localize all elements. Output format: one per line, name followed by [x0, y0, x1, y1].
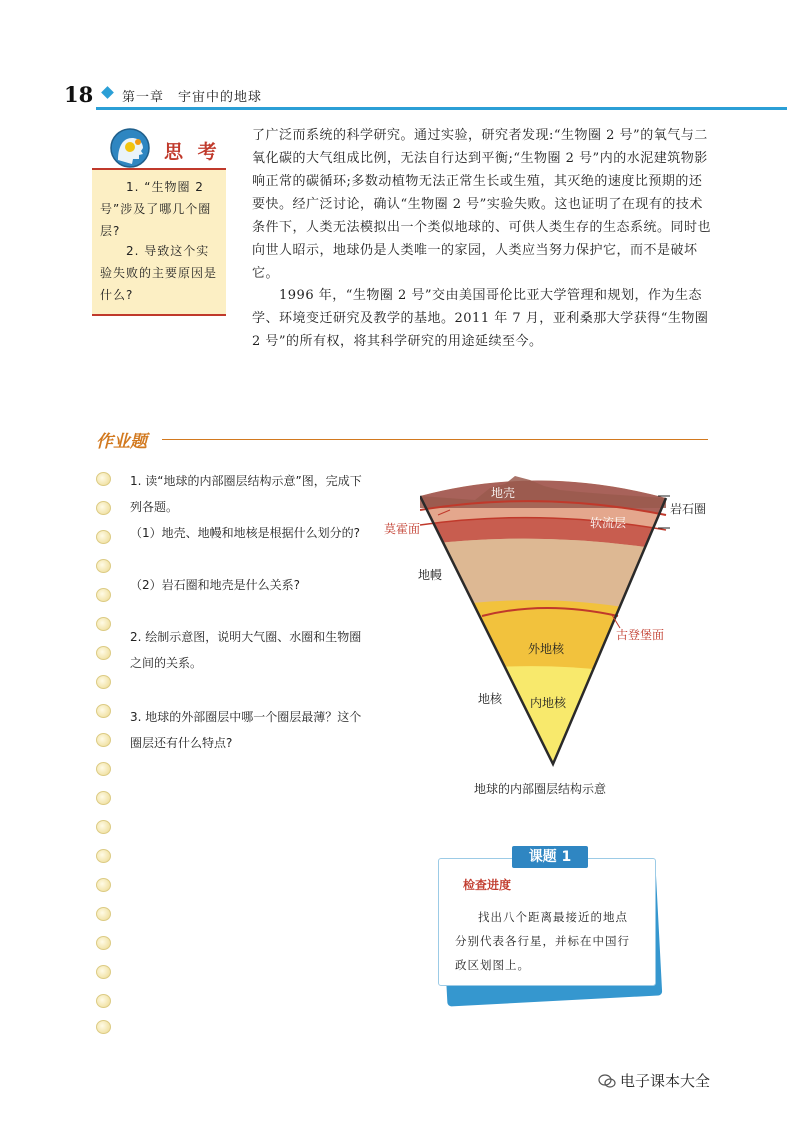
watermark-text: 电子课本大全 [620, 1072, 711, 1090]
bullet-dot [96, 936, 111, 950]
think-question-2: 2. 导致这个实验失败的主要原因是什么? [100, 244, 218, 302]
homework-q1a: （1）地壳、地幔和地核是根据什么划分的? [130, 526, 361, 540]
bullet-dot [96, 791, 111, 805]
think-title: 思 考 [164, 141, 221, 163]
bullet-dot [96, 588, 111, 602]
article-paragraph-1: 了广泛而系统的科学研究。通过实验，研究者发现:“生物圈 2 号”的氧气与二氧化碳的大气组成比例，无法自行达到平衡;“生物圈 2 号”内的水泥建筑物影响正常的碳循环;多数动植物无法正常生长或生殖，其灭绝的速度比预期的还要快。经广泛讨论，确认“生物圈 2 号”实验失败。这也证明了在现有的技术条件下，人类无法模拟出一个类似地球的、可供人类生存的生态系统。同时也向世人昭示，地球仍是人类唯一的家园，人类应当努力保护它，而不是破坏它。 [252, 128, 712, 281]
label-moho: 莫霍面 [384, 522, 421, 536]
bullet-dot [96, 617, 111, 631]
homework-q1b: （2）岩石圈和地壳是什么关系? [130, 578, 301, 592]
bullet-dot [96, 733, 111, 747]
bullet-dot [96, 907, 111, 921]
chapter-title: 第一章 宇宙中的地球 [122, 90, 263, 105]
bullet-dot [96, 965, 111, 979]
homework-rule [162, 439, 708, 440]
homework-q2: 2. 绘制示意图，说明大气圈、水圈和生物圈之间的关系。 [130, 630, 362, 670]
page-number: 18 [64, 82, 94, 107]
label-outer-core: 外地核 [528, 642, 565, 656]
brain-gear-icon [108, 126, 154, 170]
label-mantle: 地幔 [418, 568, 443, 582]
earth-interior-diagram [420, 470, 670, 770]
bullet-dot [96, 501, 111, 515]
diagram-caption: 地球的内部圈层结构示意 [474, 782, 607, 796]
label-gutenberg: 古登堡面 [616, 628, 665, 642]
task-tab: 课题 1 [512, 846, 588, 868]
homework-q3: 3. 地球的外部圈层中哪一个圈层最薄？这个圈层还有什么特点? [130, 710, 362, 750]
diamond-icon [101, 86, 114, 99]
label-core: 地核 [478, 692, 503, 706]
task-text: 找出八个距离最接近的地点分别代表各行星，并标在中国行政区划图上。 [455, 910, 630, 972]
task-heading: 检查进度 [463, 878, 512, 892]
wechat-icon [598, 1074, 616, 1088]
homework-q1: 1. 读“地球的内部圈层结构示意”图，完成下列各题。 [130, 474, 362, 514]
bullet-dot [96, 849, 111, 863]
bullet-dot [96, 704, 111, 718]
article-paragraph-2: 1996 年，“生物圈 2 号”交由美国哥伦比亚大学管理和规划，作为生态学、环境变迁研究及教学的基地。2011 年 7 月，亚利桑那大学获得“生物圈 2 号”的所有权，将其科学研究的用途延续至今。 [252, 288, 709, 349]
bullet-dot [96, 530, 111, 544]
label-lithosphere: 岩石圈 [670, 502, 707, 516]
bullet-dot [96, 646, 111, 660]
homework-title: 作业题 [96, 432, 147, 452]
bullet-dot [96, 559, 111, 573]
bullet-dot [96, 472, 111, 486]
label-inner-core: 内地核 [530, 696, 567, 710]
header-rule [96, 107, 787, 110]
bullet-dot [96, 762, 111, 776]
think-question-1: 1. “生物圈 2 号”涉及了哪几个圈层? [100, 180, 212, 238]
label-asthenosphere: 软流层 [590, 516, 627, 530]
label-crust: 地壳 [491, 486, 516, 500]
bullet-dot [96, 878, 111, 892]
bullet-dot [96, 994, 111, 1008]
bullet-dot [96, 675, 111, 689]
bullet-dot [96, 820, 111, 834]
bullet-dot [96, 1020, 111, 1034]
